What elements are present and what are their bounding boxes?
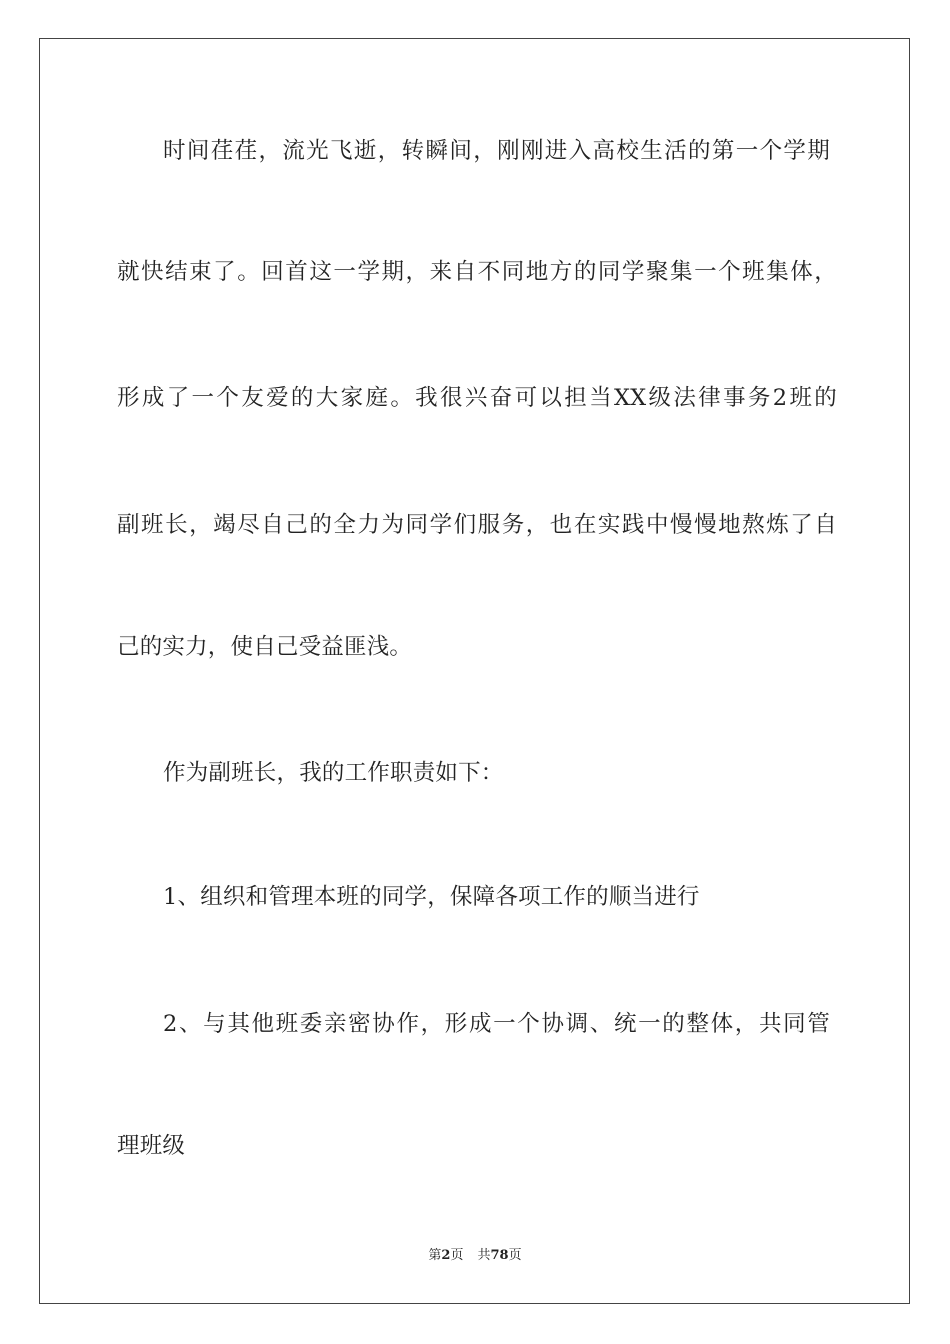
footer-total-pages: 78 (490, 1248, 509, 1263)
footer-page-suffix: 页 (450, 1248, 464, 1263)
footer-page-prefix: 第 (428, 1248, 442, 1263)
duty-item-1: 1、组织和管理本班的同学，保障各项工作的顺当进行 (163, 884, 700, 910)
paragraph-line-4: 副班长，竭尽自己的全力为同学们服务，也在实践中慢慢地熬炼了自 (117, 512, 837, 538)
paragraph-line-1: 时间荏荏，流光飞逝，转瞬间，刚刚进入高校生活的第一个学期 (163, 138, 830, 164)
duty-item-2-line-1: 2、与其他班委亲密协作，形成一个协调、统一的整体，共同管 (163, 1011, 830, 1037)
page-border (39, 38, 910, 1304)
duties-heading: 作为副班长，我的工作职责如下： (163, 760, 504, 786)
footer-total-suffix: 页 (508, 1248, 522, 1263)
footer-page-number: 2 (441, 1248, 451, 1263)
paragraph-line-3: 形成了一个友爱的大家庭。我很兴奋可以担当XX级法律事务2班的 (117, 385, 837, 411)
paragraph-line-5: 己的实力，使自己受益匪浅。 (117, 634, 413, 660)
paragraph-line-2: 就快结束了。回首这一学期，来自不同地方的同学聚集一个班集体， (117, 259, 837, 285)
page-footer (0, 1247, 950, 1265)
duty-item-2-line-2: 理班级 (117, 1133, 186, 1159)
footer-total-prefix: 共 (477, 1248, 491, 1263)
